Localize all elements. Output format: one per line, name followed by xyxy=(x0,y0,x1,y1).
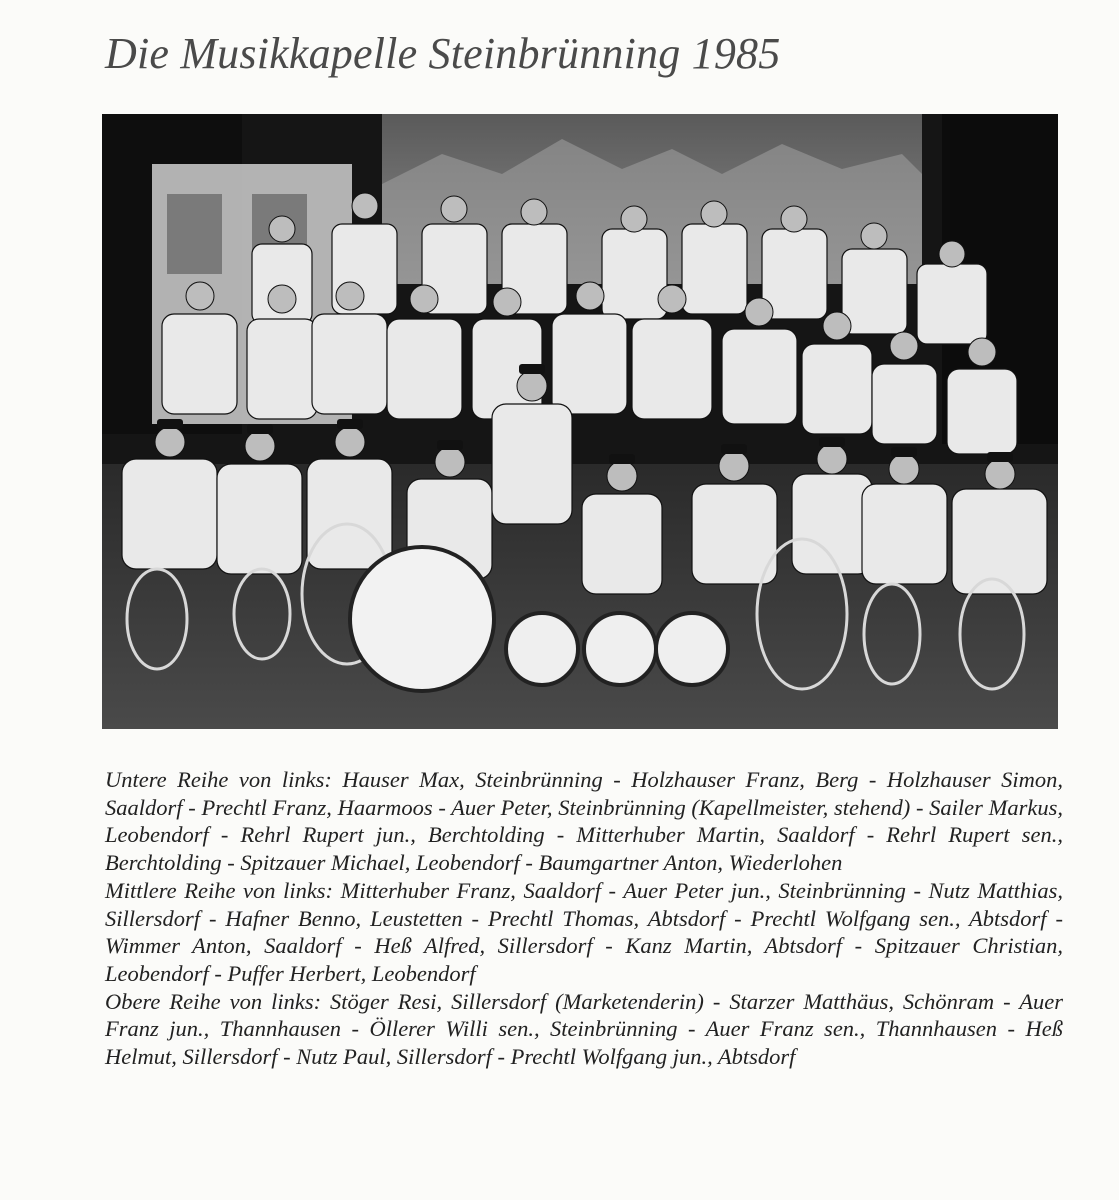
caption-lower-row: Untere Reihe von links: Hauser Max, Steinbrünning - Holzhauser Franz, Berg - Holzhauser Simon, Saaldorf - Prechtl Franz, Haarmoos - Auer Peter, Steinbrünning (Kapellmeister, stehend) - Sailer Markus, Leobendorf - Rehrl Rupert jun., Berchtolding - Mitterhuber Martin, Saaldorf - Rehrl Rupert sen., Berchtolding - Spitzauer Michael, Leobendorf - Baumgartner Anton, Wiederlohen xyxy=(105,767,1063,876)
photo-caption xyxy=(105,766,1063,1071)
page-title: Die Musikkapelle Steinbrünning 1985 xyxy=(105,29,781,78)
caption-upper-row: Obere Reihe von links: Stöger Resi, Sillersdorf (Marketenderin) - Starzer Matthäus, Schönram - Auer Franz jun., Thannhausen - Öllerer Willi sen., Steinbrünning - Auer Franz sen., Thannhausen - Heß Helmut, Sillersdorf - Nutz Paul, Sillersdorf - Prechtl Wolfgang jun., Abtsdorf xyxy=(105,988,1063,1070)
caption-middle-row: Mittlere Reihe von links: Mitterhuber Franz, Saaldorf - Auer Peter jun., Steinbrünning - Nutz Matthias, Sillersdorf - Hafner Benno, Leustetten - Prechtl Thomas, Abtsdorf - Prechtl Wolfgang sen., Abtsdorf - Wimmer Anton, Saaldorf - Heß Alfred, Sillersdorf - Kanz Martin, Abtsdorf - Spitzauer Christian, Leobendorf - Puffer Herbert, Leobendorf xyxy=(105,877,1063,986)
band-photograph xyxy=(102,114,1058,729)
